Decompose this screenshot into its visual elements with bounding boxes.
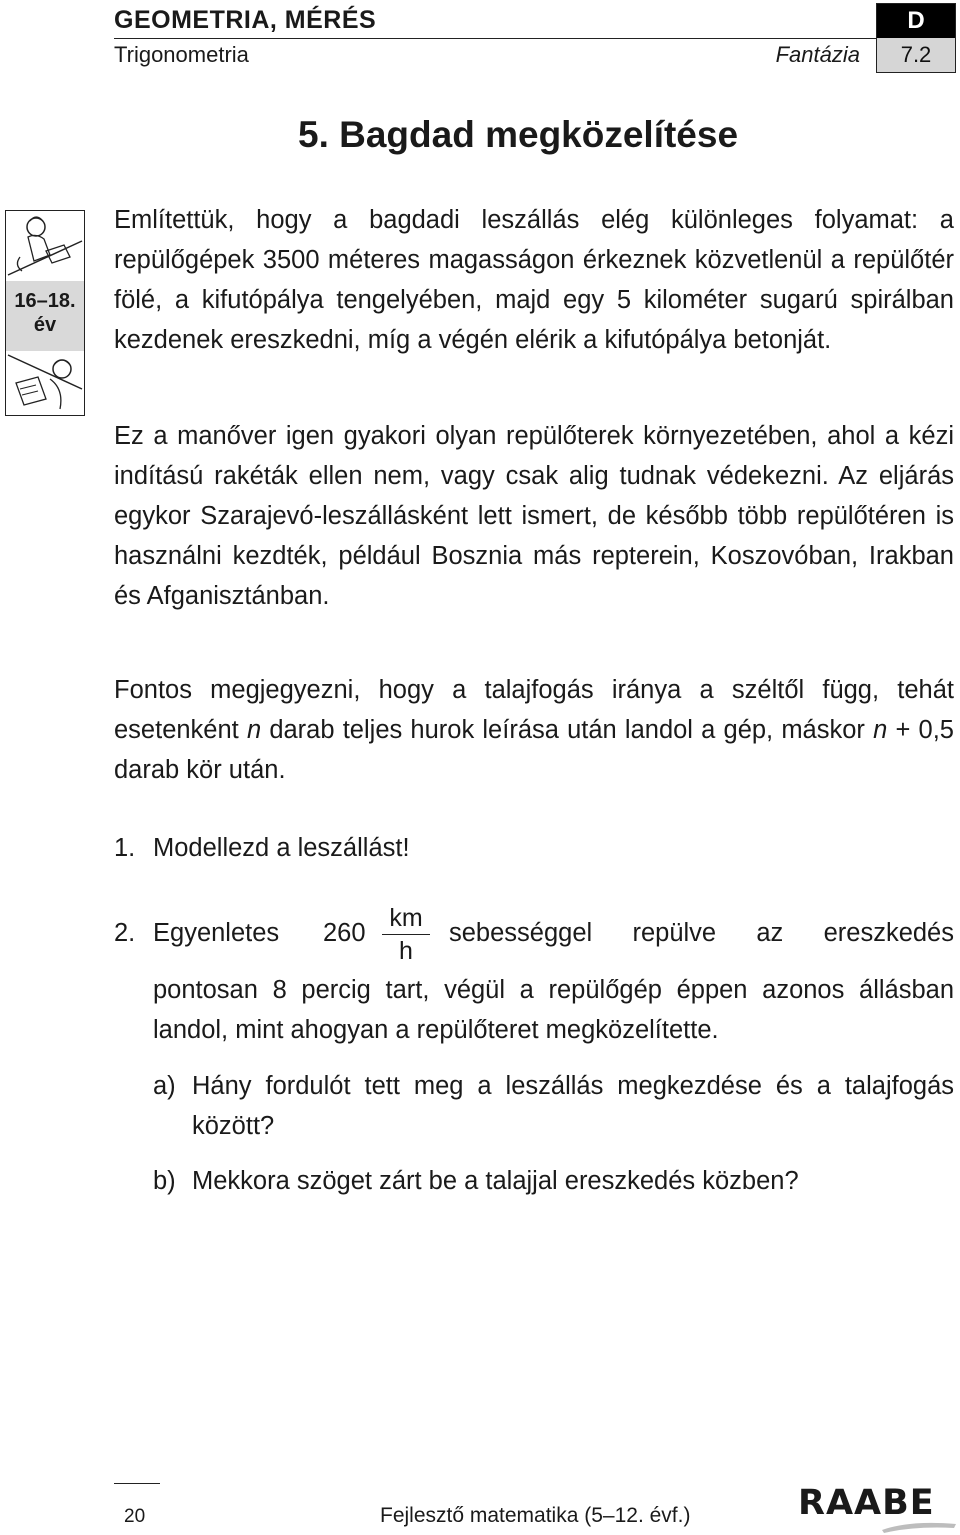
- context-paragraph: Ez a manőver igen gyakori olyan repülőterek környezetében, ahol a kézi indítású rakéták ellen nem, vagy csak alig tudnak védekezni. Az eljárás egykor Szarajevó-leszállásként lett ismert, de később több repülőtéren is használni kezdték, például Bosznia más repterein, Koszovóban, Irakban és Afganisztánban.: [114, 422, 954, 610]
- page-title: 5. Bagdad megközelítése: [298, 114, 739, 155]
- category-label: Fantázia: [775, 42, 860, 67]
- subquestion-a-label: a): [153, 1072, 176, 1100]
- subquestion-b-label: b): [153, 1167, 176, 1195]
- note-text-1: Fontos megjegyezni, hogy a talajfogás iránya a széltől függ, tehát esetenként: [114, 676, 954, 744]
- question-2-number: 2.: [114, 919, 136, 947]
- note-text-3: + 0,5 darab kör után.: [114, 716, 954, 784]
- section-title: GEOMETRIA, MÉRÉS: [114, 6, 377, 34]
- question-2-after: sebességgel repülve az ereszkedés: [449, 919, 954, 947]
- book-title: Fejlesztő matematika (5–12. évf.): [380, 1504, 691, 1527]
- subsection-title: Trigonometria: [114, 42, 249, 67]
- variable-n: n: [246, 716, 262, 744]
- note-paragraph: [114, 670, 954, 790]
- variable-n: n: [873, 716, 888, 744]
- age-marker: [5, 210, 85, 416]
- speed-value: 260: [323, 919, 366, 947]
- age-range-unit: év: [33, 314, 57, 336]
- question-2-lead: Egyenletes: [153, 919, 280, 947]
- question-2-continuation: pontosan 8 percig tart, végül a repülőgép éppen azonos állásban landol, mint ahogyan a repülőteret megközelítette.: [153, 976, 954, 1044]
- subquestion-b-text: Mekkora szöget zárt be a talajjal ereszkedés közben?: [192, 1167, 799, 1195]
- unit-numerator: km: [389, 904, 423, 932]
- chapter-number: 7.2: [877, 38, 955, 72]
- header-rule: [114, 38, 876, 39]
- unit-denominator: h: [399, 937, 413, 965]
- footer-rule: [114, 1483, 160, 1484]
- subquestion-a-text: Hány fordulót tett meg a leszállás megkezdése és a talajfogás között?: [192, 1072, 954, 1140]
- age-range-years: 16–18.: [14, 290, 76, 312]
- speed-unit-fraction: [382, 903, 430, 966]
- chapter-box: [876, 3, 956, 73]
- question-1-text: Modellezd a leszállást!: [153, 834, 410, 862]
- age-range: [6, 289, 84, 337]
- student-reading-icon: [6, 349, 83, 415]
- fraction-bar: [382, 934, 430, 935]
- publisher-logo: RAABE: [798, 1483, 935, 1523]
- child-drawing-icon: [6, 211, 83, 281]
- logo-swoosh-icon: [880, 1514, 958, 1534]
- question-1-number: 1.: [114, 834, 136, 862]
- intro-paragraph: Említettük, hogy a bagdadi leszállás elég különleges folyamat: a repülőgépek 3500 méteres magasságon érkeznek közvetlenül a repülőtér fölé, a kifutópálya tengelyében, majd egy 5 kilométer sugarú spirálban kezdenek ereszkedni, míg a végén elérik a kifutópálya betonját.: [114, 206, 954, 354]
- note-text-2: darab teljes hurok leírása után landol a gép, máskor: [261, 716, 874, 744]
- chapter-letter: D: [877, 4, 955, 38]
- page-number: 20: [124, 1506, 146, 1527]
